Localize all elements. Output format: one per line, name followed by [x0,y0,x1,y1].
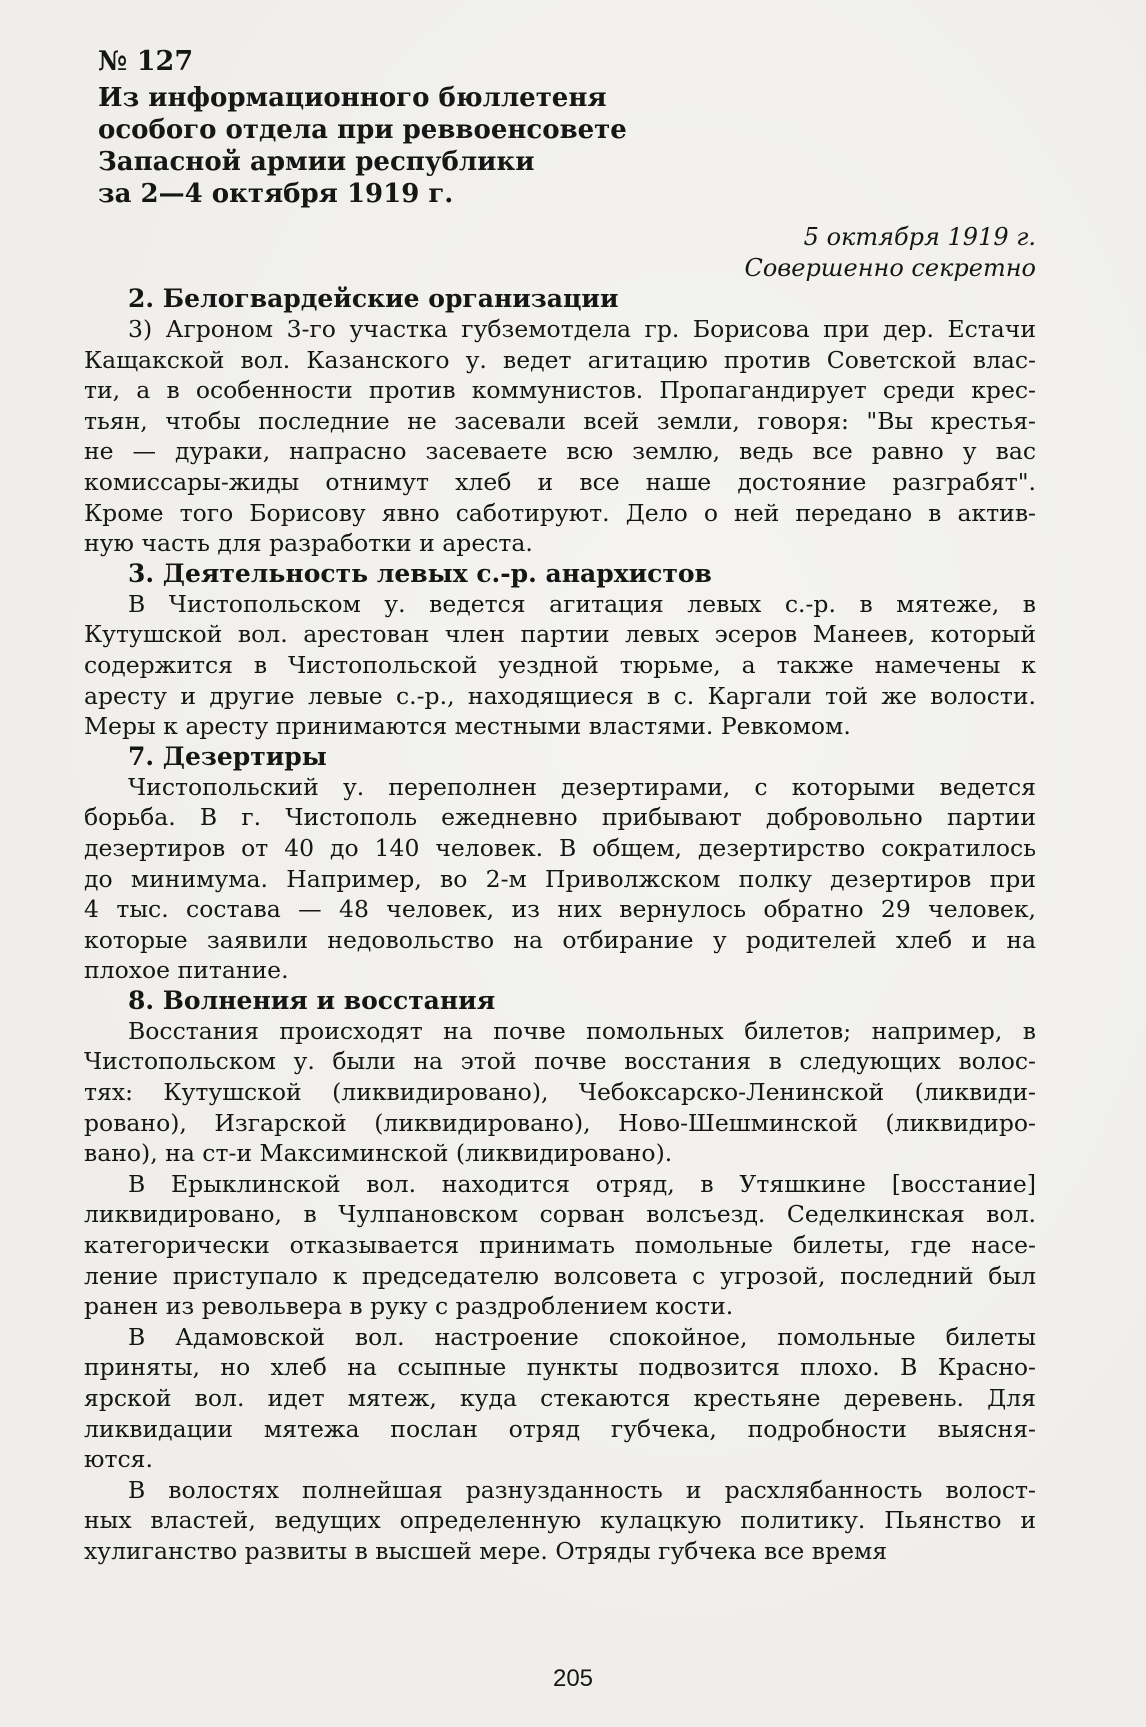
document-title [98,82,1036,210]
text-line: 4 тыс. состава — 48 человек, из них вернулось обратно 29 человек, [84,895,1036,924]
text-line: не — дураки, напрасно засеваете всю землю, ведь все равно у вас [84,437,1036,466]
text-line: Кащакской вол. Казанского у. ведет агитацию против Советской влас- [84,345,1036,374]
text-line: ранен из револьвера в руку с раздроблением кости. [84,1292,734,1321]
section-heading: 3. Деятельность левых с.-р. анархистов [128,558,712,588]
text-line: В Ерыклинской вол. находится отряд, в Утяшкине [восстание] [128,1169,1036,1198]
text-line: Кутушской вол. арестован член партии левых эсеров Манеев, который [84,620,1036,649]
text-line: Восстания происходят на почве помольных билетов; например, в [128,1016,1036,1045]
title-line: особого отдела при реввоенсовете [98,115,627,145]
paragraph [84,589,1036,742]
text-line: ликвидации мятежа послан отряд губчека, подробности выясня- [84,1414,1036,1443]
title-line: Из информационного бюллетеня [98,83,607,113]
text-line: В Адамовской вол. настроение спокойное, помольные билеты [128,1322,1036,1351]
text-line: ярской вол. идет мятеж, куда стекаются крестьяне деревень. Для [84,1384,1036,1412]
text-line: ликвидировано, в Чулпановском сорван волсъезд. Седелкинская вол. [84,1200,1036,1229]
text-line: содержится в Чистопольской уездной тюрьме, а также намечены к [84,650,1036,679]
text-line: приняты, но хлеб на ссыпные пункты подвозится плохо. В Красно- [84,1353,1036,1382]
paragraph [84,1475,1036,1567]
paragraph [84,314,1036,559]
text-line: тьян, чтобы последние не засевали всей земли, говоря: "Вы крестья- [84,406,1036,435]
paragraph [84,1016,1036,1169]
section-heading: 2. Белогвардейские организации [128,284,619,313]
page-number: 205 [552,1665,594,1692]
text-line: аресту и другие левые с.-р., находящиеся в с. Каргали той же волости. [84,681,1036,710]
text-line: ных властей, ведущих определенную кулацкую политику. Пьянство и [84,1506,1036,1535]
text-line: тях: Кутушской (ликвидировано), Чебоксарско-Ленинской (ликвиди- [84,1078,1036,1107]
text-line: В Чистопольском у. ведется агитация левых с.-р. в мятеже, в [128,589,1036,618]
text-line: плохое питание. [84,956,289,985]
text-line: хулиганство развиты в высшей мере. Отряды губчека все время [84,1536,888,1565]
document-number: № 127 [98,46,194,77]
title-line: Запасной армии республики [98,147,535,177]
text-line: вано), на ст-и Максиминской (ликвидировано). [84,1139,673,1168]
text-line: которые заявили недовольство на отбирание у родителей хлеб и на [84,925,1036,954]
text-line: категорически отказывается принимать помольные билеты, где насе- [84,1231,1036,1260]
text-line: комиссары-жиды отнимут хлеб и все наше достояние разграбят". [84,467,1036,496]
text-line: дезертиров от 40 до 140 человек. В общем, дезертирство сократилось [84,833,1036,862]
section-heading: 8. Волнения и восстания [128,985,496,1015]
text-line: 3) Агроном 3-го участка губземотдела гр. Борисова при дер. Естачи [128,315,1036,343]
section-heading: 7. Дезертиры [128,741,327,771]
document-date: 5 октября 1919 г. [803,223,1036,251]
text-line: В волостях полнейшая разнузданность и расхлябанность волост- [128,1475,1036,1504]
paragraph [84,1322,1036,1475]
text-line: ную часть для разработки и ареста. [84,529,533,558]
paragraph [84,772,1036,986]
document-content [84,46,1036,1567]
text-line: борьба. В г. Чистополь ежедневно прибывают добровольно партии [84,803,1036,832]
text-line: ровано), Изгарской (ликвидировано), Ново-Шешминской (ликвидиро- [84,1108,1036,1137]
text-line: Чистопольском у. были на этой почве восстания в следующих волос- [84,1047,1036,1076]
paragraph [84,1169,1036,1322]
text-line: до минимума. Например, во 2-м Приволжском полку дезертиров при [84,864,1036,893]
sections-container [84,284,1036,1567]
text-line: Чистопольский у. переполнен дезертирами, с которыми ведется [128,772,1036,801]
text-line: ти, а в особенности против коммунистов. Пропагандирует среди крес- [84,376,1036,405]
text-line: ление приступало к председателю волсовета с угрозой, последний был [84,1261,1036,1290]
title-line: за 2—4 октября 1919 г. [98,179,454,209]
classification-mark: Совершенно секретно [744,254,1036,282]
text-line: Кроме того Борисову явно саботируют. Дело о ней передано в актив- [84,498,1036,527]
text-line: Меры к аресту принимаются местными властями. Ревкомом. [84,712,851,741]
text-line: ются. [84,1445,153,1474]
